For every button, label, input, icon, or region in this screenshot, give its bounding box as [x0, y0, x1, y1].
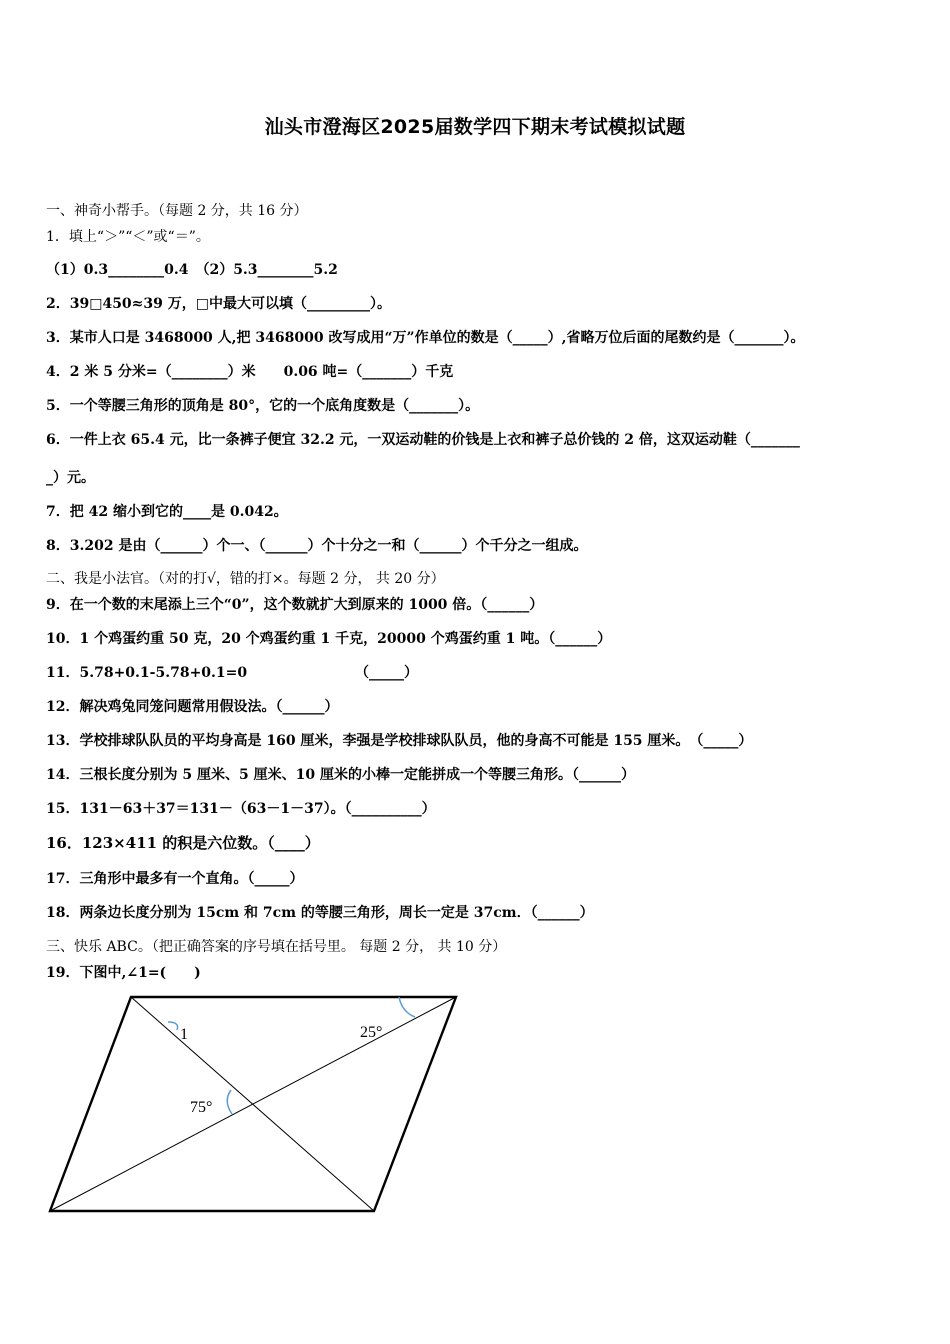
question-4: 4．2 米 5 分米=（________）米 0.06 吨=（_______）千克 [46, 364, 454, 380]
angle-25-label: 25° [360, 1024, 383, 1041]
angle-1-arc [168, 1022, 178, 1030]
question-3: 3．某市人口是 3468000 人,把 3468000 改写成用“万”作单位的数是（_____）,省略万位后面的尾数约是（_______）。 [46, 330, 805, 346]
question-13: 13．学校排球队队员的平均身高是 160 厘米，李强是学校排球队队员，他的身高不可能是 155 厘米。 （_____） [46, 733, 753, 749]
question-14: 14．三根长度分别为 5 厘米、5 厘米、10 厘米的小棒一定能拼成一个等腰三角形。（______） [46, 767, 635, 783]
section-2-heading: 二、我是小法官。（对的打√，错的打×。每题 2 分， 共 20 分） [46, 571, 445, 587]
question-6: 6．一件上衣 65.4 元，比一条裤子便宜 32.2 元，一双运动鞋的价钱是上衣和裤子总价钱的 2 倍，这双运动鞋（_______ [46, 432, 800, 448]
angle-75-label: 75° [190, 1099, 213, 1116]
angle-1-label: 1 [180, 1026, 188, 1043]
question-1-parts: （1）0.3________0.4 （2）5.3________5.2 [46, 262, 338, 278]
question-1: 1．填上“＞”“＜”或“＝”。 [46, 229, 210, 245]
question-2: 2．39□450≈39 万，□中最大可以填（_________）。 [46, 296, 391, 312]
question-7: 7．把 42 缩小到它的____是 0.042。 [46, 504, 288, 520]
question-15: 15．131－63＋37＝131－（63－1－37）。（__________） [46, 801, 436, 817]
angle-25-arc [399, 997, 415, 1017]
question-6-continued: _）元。 [46, 470, 95, 486]
angle-75-arc [227, 1090, 232, 1114]
question-17: 17．三角形中最多有一个直角。（_____） [46, 871, 304, 887]
question-18: 18．两条边长度分别为 15cm 和 7cm 的等腰三角形，周长一定是 37cm．（______） [46, 905, 594, 921]
question-11: 11．5.78+0.1-5.78+0.1=0 [46, 665, 248, 681]
diagonal-2 [50, 997, 456, 1211]
section-3-heading: 三、快乐 ABC。（把正确答案的序号填在括号里。 每题 2 分， 共 10 分） [46, 939, 507, 955]
parallelogram-figure [40, 986, 470, 1222]
question-12: 12．解决鸡兔同笼问题常用假设法。（______） [46, 699, 339, 715]
question-19: 19．下图中,∠1=( ) [46, 965, 201, 981]
question-10: 10．1 个鸡蛋约重 50 克，20 个鸡蛋约重 1 千克，20000 个鸡蛋约重 1 吨。（______） [46, 631, 612, 647]
question-9: 9．在一个数的末尾添上三个“0”，这个数就扩大到原来的 1000 倍。（______） [46, 597, 544, 613]
section-1-heading: 一、神奇小帮手。（每题 2 分，共 16 分） [46, 203, 308, 219]
question-11-blank: （_____） [355, 665, 418, 681]
question-16: 16．123×411 的积是六位数。（____） [46, 834, 320, 852]
question-5: 5．一个等腰三角形的顶角是 80°，它的一个底角度数是（_______）。 [46, 398, 480, 414]
page-title: 汕头市澄海区2025届数学四下期末考试模拟试题 [264, 116, 686, 138]
question-8: 8．3.202 是由（______）个一、（______）个十分之一和（______）个千分之一组成。 [46, 538, 588, 554]
